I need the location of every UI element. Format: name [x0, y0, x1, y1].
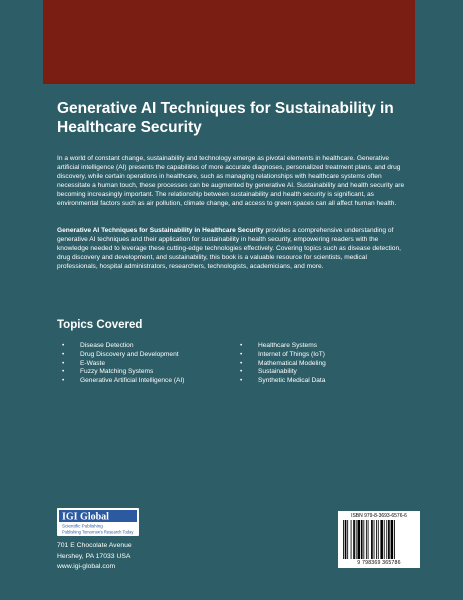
svg-text:Scientific Publishing: Scientific Publishing	[62, 523, 103, 529]
barcode-bars	[343, 520, 415, 559]
address-street: 701 E Chocolate Avenue	[57, 542, 132, 549]
barcode-bar	[361, 520, 363, 559]
topic-item: • E-Waste	[62, 359, 106, 367]
publisher-address	[57, 541, 132, 573]
description-paragraph-1: In a world of constant change, sustainability and technology emerge as pivotal elements in healthcare. Generative artificial intelligence (AI) presents the capabilities of more accurate diagnoses, personalized treatment plans, and drug discovery, while certain operations in healthcare, such as managing relationships with healthcare systems often necessitate a human touch, these processes can be augmented by generative AI. Sustainability and health security are becoming increasingly important. The relationship between sustainability and health security is significant, as environmental factors such as air pollution, climate change, and access to green spaces can all affect human health.	[57, 155, 405, 207]
barcode-bar	[386, 520, 387, 559]
topic-item: • Internet of Things (IoT)	[240, 350, 325, 358]
topic-item: • Mathematical Modeling	[240, 359, 326, 367]
igi-global-logo	[57, 508, 139, 536]
description-paragraph-2	[57, 227, 409, 272]
bullet-icon: •	[62, 377, 65, 385]
barcode-bar	[384, 520, 385, 559]
svg-text:Publishing Tomorrow's Research: Publishing Tomorrow's Research Today	[62, 529, 134, 535]
address-city: Hershey, PA 17033 USA	[57, 552, 131, 560]
barcode-bar	[380, 520, 383, 559]
description-paragraph-2-text: provides a comprehensive understanding of generative AI techniques and their application for sustainability in health security, empowering readers with the knowledge needed to leverage these cutting-edge technologies effectively. Covering topics such as disease detection, drug discovery and development, and sustainability, this book is a valuable resource for scientists, medical professionals, hospital administrators, researchers, technologists, academicians, and more.	[57, 227, 401, 270]
barcode-bar	[353, 520, 355, 559]
bullet-icon: •	[62, 342, 65, 349]
topic-item: • Drug Discovery and Development	[62, 350, 179, 358]
publisher-website: www.igi-global.com	[57, 563, 116, 570]
barcode-bar	[366, 520, 367, 559]
barcode-bar	[388, 520, 390, 559]
bullet-icon: •	[62, 359, 65, 367]
barcode-bar	[351, 520, 352, 559]
barcode-bar	[371, 520, 373, 559]
topic-item: • Synthetic Medical Data	[240, 377, 326, 385]
isbn-text: ISBN 979-8-3693-6576-6	[351, 513, 407, 519]
barcode-bar	[394, 520, 395, 559]
bullet-icon: •	[62, 350, 65, 358]
barcode-bar	[347, 520, 348, 559]
barcode-digits: 9 798369 365786	[357, 560, 401, 566]
barcode-bar	[376, 520, 377, 559]
bullet-icon: •	[240, 377, 243, 385]
barcode-bar	[343, 520, 344, 559]
bullet-icon: •	[62, 368, 65, 376]
top-color-panel	[43, 0, 415, 84]
barcode-bar	[356, 520, 357, 559]
barcode-bar	[391, 520, 394, 559]
barcode-bar	[378, 520, 379, 559]
topic-item: • Healthcare Systems	[240, 342, 317, 349]
topic-item: • Fuzzy Matching Systems	[62, 368, 154, 376]
topics-heading: Topics Covered	[57, 319, 143, 331]
bullet-icon: •	[240, 368, 243, 376]
barcode-bar	[374, 520, 375, 559]
book-title: Generative AI Techniques for Sustainability in Healthcare Security	[57, 100, 394, 136]
barcode-bar	[368, 520, 369, 559]
topic-item: • Disease Detection	[62, 342, 134, 349]
bullet-icon: •	[240, 342, 243, 349]
bullet-icon: •	[240, 359, 243, 367]
barcode-bar	[363, 520, 364, 559]
book-title-inline: Generative AI Techniques for Sustainability in Healthcare Security	[57, 227, 264, 234]
bullet-icon: •	[240, 350, 243, 358]
isbn-barcode	[338, 511, 420, 568]
svg-text:IGI Global: IGI Global	[62, 511, 109, 523]
barcode-bar	[357, 520, 360, 559]
barcode-bar	[345, 520, 347, 559]
topic-item: • Generative Artificial Intelligence (AI)	[62, 377, 185, 385]
topics-list-right	[240, 342, 326, 386]
topic-item: • Sustainability	[240, 368, 297, 376]
topics-list-left	[62, 342, 184, 386]
